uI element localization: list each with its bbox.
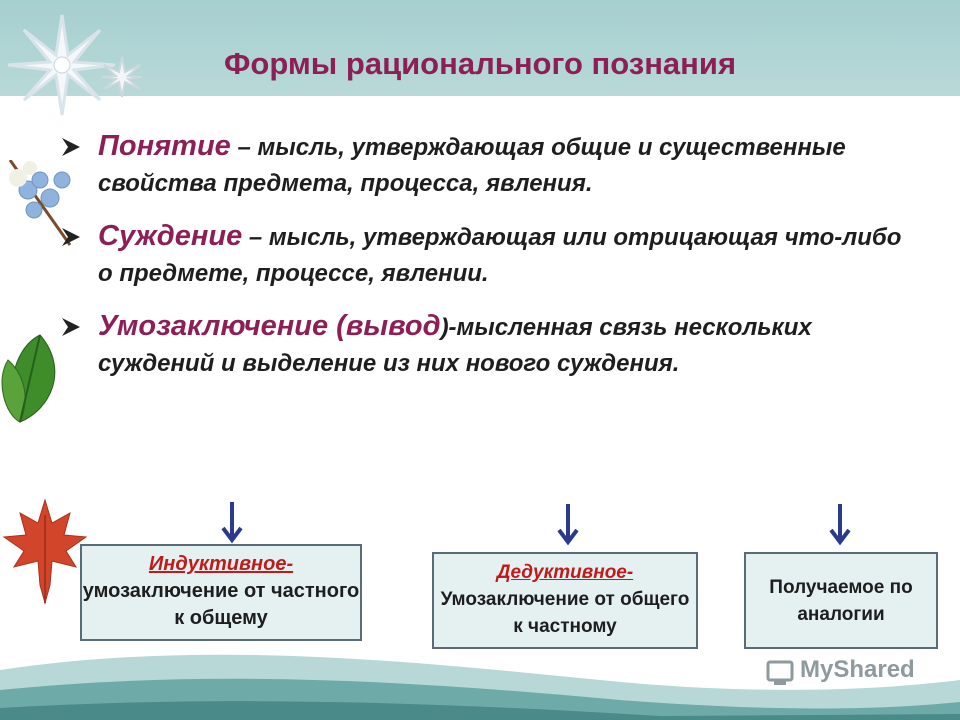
bullet-text: – мысль, утверждающая или отрицающая что-либо о предмете, процессе, явлении. (98, 224, 902, 287)
bullet-arrow-icon (60, 226, 82, 248)
bullet-term: Умозаключение (вывод (98, 310, 441, 342)
bullet-list (60, 128, 920, 398)
myshared-logo-icon (766, 658, 800, 688)
box-title: Дедуктивное- (496, 562, 634, 583)
bullet-inference (60, 308, 920, 382)
box-text: Умозаключение от общего к частному (440, 589, 690, 637)
inductive-box (80, 544, 362, 641)
bullet-text: )-мысленная связь нескольких суждений и выделение из них нового суждения. (98, 314, 812, 377)
box-text: Получаемое по аналогии (769, 577, 913, 625)
bullet-judgment (60, 218, 920, 292)
bullet-concept (60, 128, 920, 202)
box-title: Индуктивное- (148, 553, 294, 575)
slide-title: Формы рационального познания (223, 46, 737, 81)
box-text: умозаключение от частного к общему (82, 580, 360, 629)
watermark: MyShared (800, 656, 915, 683)
bullet-term: Суждение (98, 220, 243, 252)
bullet-text: – мысль, утверждающая общие и существенные свойства предмета, процесса, явления. (98, 134, 846, 197)
down-arrow-icon (220, 500, 244, 546)
maple-leaf-icon (0, 495, 90, 605)
down-arrow-icon (828, 502, 852, 548)
bullet-arrow-icon (60, 316, 82, 338)
bullet-arrow-icon (60, 136, 82, 158)
down-arrow-icon (556, 502, 580, 548)
bullet-term: Понятие (98, 130, 231, 162)
